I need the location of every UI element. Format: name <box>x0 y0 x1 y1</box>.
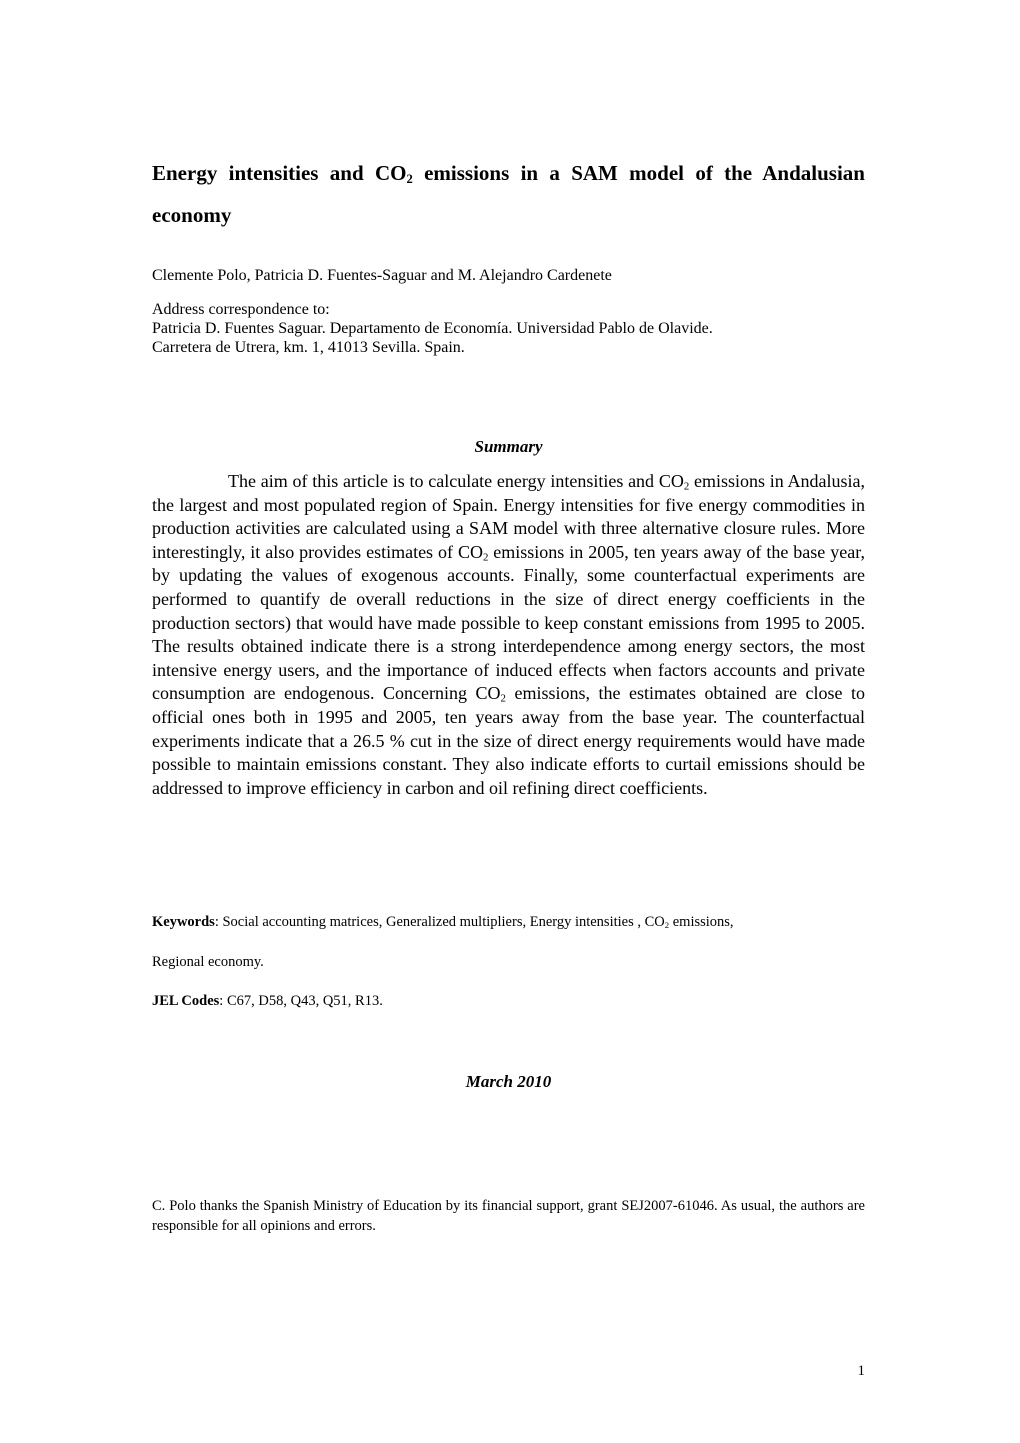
title-text-a: Energy intensities and CO <box>152 161 407 185</box>
summary-text-3: emissions in 2005, ten years away of the base year, by updating the values of exogenous accounts. Finally, some counterfactual experiments are performed to quantify de overall reductions in the size of direct energy coefficients in the production sectors) that would have made possible to keep constant emissions from 1995 to 2005. The results obtained indicate there is a strong interdependence among energy sectors, the most intensive energy users, and the importance of induced effects when factors accounts and private consumption are endogenous. Concerning CO <box>152 541 865 704</box>
summary-text-4: emissions, the estimates obtained are close to official ones both in 1995 and 2005, ten years away from the base year. The counterfactual experiments indicate that a 26.5 % cut in the size of direct energy requirements would have made possible to maintain emissions constant. They also indicate efforts to curtail emissions should be addressed to improve efficiency in carbon and oil refining direct coefficients. <box>152 683 866 798</box>
address-line-1: Address correspondence to: <box>152 301 330 318</box>
author-list: Clemente Polo, Patricia D. Fuentes-Saguar and M. Alejandro Cardenete <box>152 267 612 284</box>
address-line-3: Carretera de Utrera, km. 1, 41013 Sevilla. Spain. <box>152 339 465 356</box>
keywords-continuation: Regional economy. <box>152 954 264 970</box>
summary-text-1: The aim of this article is to calculate energy intensities and CO <box>228 471 684 491</box>
keywords-text-b: emissions, <box>669 914 734 930</box>
correspondence-address <box>152 300 865 357</box>
summary-heading: Summary <box>474 437 543 456</box>
jel-codes: : C67, D58, Q43, Q51, R13. <box>219 993 383 1009</box>
keywords-subscript: 2 <box>664 920 670 931</box>
summary-subscript-3: 2 <box>500 693 506 706</box>
jel-label: JEL Codes <box>152 993 220 1009</box>
keywords-text-a: : Social accounting matrices, Generalized multipliers, Energy intensities , CO <box>214 914 665 930</box>
summary-subscript-2: 2 <box>482 551 489 564</box>
summary-subscript-1: 2 <box>683 480 690 493</box>
jel-codes-line <box>152 991 865 1011</box>
summary-paragraph <box>152 470 865 800</box>
title-text-b: emissions in a SAM model of the Andalusian economy <box>152 161 865 227</box>
summary-text-2: emissions in Andalusia, the largest and most populated region of Spain. Energy intensities for five energy commodities in production activities are calculated using a SAM model with three alternative closure rules. More interestingly, it also provides estimates of CO <box>152 471 865 562</box>
keywords-label: Keywords <box>152 914 215 930</box>
keywords-line <box>152 912 865 932</box>
publication-date: March 2010 <box>465 1072 552 1091</box>
title-subscript: 2 <box>406 172 413 187</box>
address-line-2: Patricia D. Fuentes Saguar. Departamento de Economía. Universidad Pablo de Olavide. <box>152 320 713 337</box>
paper-title <box>152 152 865 236</box>
page-number: 1 <box>857 1363 865 1379</box>
acknowledgement-footnote: C. Polo thanks the Spanish Ministry of Education by its financial support, grant SEJ2007-61046. As usual, the authors are responsible for all opinions and errors. <box>152 1198 865 1234</box>
